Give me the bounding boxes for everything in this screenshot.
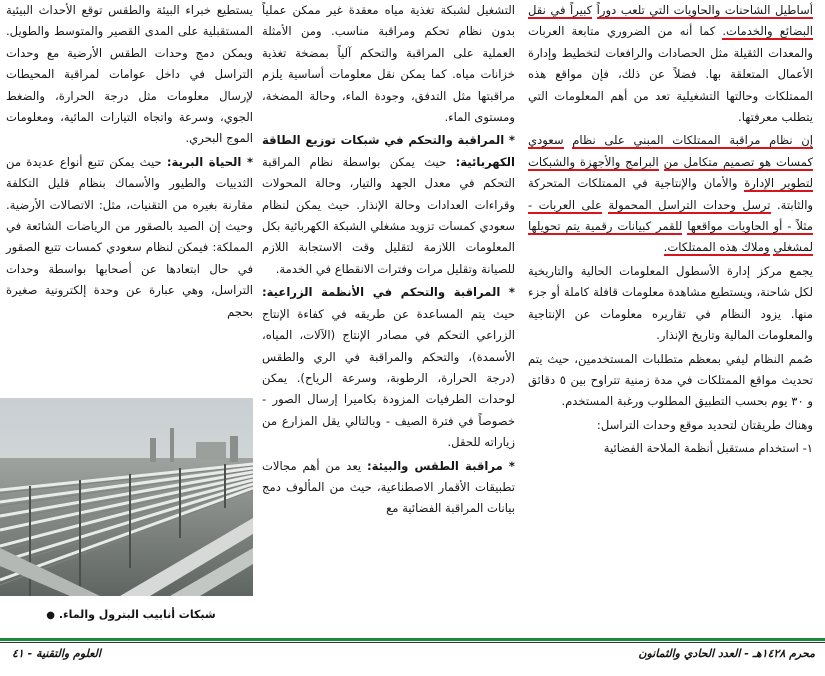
highlight-line: سعودي كمسات هو تصميم متكامل من [528, 133, 813, 169]
text-column-middle [262, 0, 515, 522]
bullet-icon: ● [46, 610, 56, 621]
paragraph-3: يجمع مركز إدارة الأسطول المعلومات الحالية والتاريخية لكل شاحنة، ويستطيع مشاهدة معلومات قافلة كاملة أو جزء منها. يزود النظام في تقاريره معلومات عن الإنتاجية والمعلومات المالية وتاريخ الإنذار. [528, 263, 813, 343]
section-heading: * مراقبة الطقس والبيئة: [366, 458, 515, 473]
section-heading: * المراقبة والتحكم في شبكات توزيع الطاقة الكهربائية: [262, 133, 516, 169]
paragraph-text: كما أنه من الضروري متابعة العربات والمعدات الثقيلة مثل الحصادات والرافعات لتخطيط وإدارة الأعمال المتعلقة بها. فضلاً عن ذلك، فإن مواقع هذه الممتلكات وحالتها التشغيلية تعد من أهم المعلومات التي يتطلب معرفتها. [528, 24, 813, 125]
paragraph-text: يعد من أهم مجالات تطبيقات الأقمار الاصطناعية، حيث من المألوف دمج بيانات المراقبة الفضائية مع [262, 458, 515, 516]
paragraph-6: ١- استخدام مستقبل أنظمة الملاحة الفضائية [603, 441, 813, 456]
footer-rule-thin [0, 642, 825, 643]
section-heading: * الحياة البرية: [166, 154, 254, 169]
text-column-left [6, 0, 253, 325]
highlight-line: إن نظام مراقبة الممتلكات المبني على نظام [572, 133, 813, 148]
paragraph-5: وهناك طريقتان لتحديد موقع وحدات التراسل: [596, 417, 813, 432]
section-weather [262, 456, 515, 520]
paragraph-2 [528, 130, 813, 258]
text-column-right [528, 0, 813, 462]
pipeline-illustration [0, 398, 253, 596]
highlight-line: كبيراً في نقل البضائع والخدمات. [528, 3, 813, 39]
section-wildlife [6, 152, 253, 323]
paragraph-1 [528, 0, 813, 128]
paragraph-1: يستطيع خبراء البيئة والطقس توقع الأحداث البيئية المستقبلية على المدى القصير والمتوسط والطويل. ويمكن دمج وحدات الطقس الأرضية مع وحدات التراسل في داخل عوامات لمراقبة المحيطات لإرسال معلومات مثل درجة الحرارة، والضغط الجوي، وسرعة واتجاه التيارات المائية، ومعلومات الموج البحري. [6, 3, 253, 146]
section-heading: * المراقبة والتحكم في الأنظمة الزراعية: [262, 285, 515, 300]
paragraph-4: صُمم النظام ليفي بمعظم متطلبات المستخدمين، حيث يتم تحديث مواقع الممتلكات في مدة زمنية تتراوح بين ٥ دقائق و ٣٠ يوم بحسب التطبيق المطلوب ورغبة المستخدم. [528, 351, 813, 409]
page-number: العلوم والتقنية - ٤١ [12, 647, 101, 660]
issue-info: محرم ١٤٢٨هـ - العدد الحادي والثمانون [638, 647, 815, 660]
highlight-line: ترسل وحدات التراسل المحمولة [608, 197, 771, 212]
paragraph-text: حيث يتم المساعدة عن طريقه في كفاءة الإنتاج الزراعي التحكم في مصادر الإنتاج (الآلات، المياه، الأسمدة)، والتحكم والمراقبة في الري والطقس (درجة الحرارة، الرطوبة، وسرعة الرياح). يمكن لوحدات الطرفيات المزودة بكاميرا إرسال الصور - خصوصاً في فترة الصيف - وبالتالي يقل المزارع من زياراته للحقل. [262, 306, 515, 450]
pipeline-photo [0, 398, 253, 596]
paragraph-text: حيث يمكن تتبع أنواع عديدة من الثدييات والطيور والأسماك بنظام قليل التكلفة مقارنة بغيره من التقنيات، مثل: الاتصالات الأرضية. وحيث إن الصيد بالصقور من الرياضات الشائعة في المملكة: فيمكن لنظام سعودي كمسات تتبع الصقور في حال ابتعادها عن أصحابها بواسطة وحدات التراسل، وهي عبارة عن وحدة إلكترونية صغيرة بحجم [6, 154, 253, 319]
photo-caption [6, 608, 253, 621]
paragraph-text: والأمان والإنتاجية في الممتلكات المتحركة والثابتة. [528, 176, 814, 212]
highlight-line: على العربات - مثلاً - أو الحاويات مواقعها [528, 197, 814, 234]
paragraph-text: حيث يمكن بواسطة نظام المراقبة التحكم في معدل الجهد والتيار، وحالة المحولات وقراءات العدادات وحالة الإنذار. حيث يمكن لنظام سعودي كمسات تزويد مشغلي الشبكة الكهربائية بكل المعلومات اللازمة لتقليل وقت الاستجابة اللازم للصيانة وتقليل مرات وفترات الانقطاع في الخدمة. [262, 154, 515, 276]
highlight-line: أساطيل الشاحنات والحاويات التي تلعب دوراً [596, 3, 813, 17]
footer-rule [0, 638, 825, 641]
paragraph-1: التشغيل لشبكة تغذية مياه معقدة غير ممكن عملياً بدون نظام تحكم ومراقبة مناسب. ومن الأمثلة العملية على المراقبة والتحكم آلياً بمضخة تغذية خزانات مياه. كما يمكن نقل معلومات أساسية يلزم مراقبتها مثل التدفق، وجودة الماء، وحالة المضخة، ومستوى الماء. [262, 3, 515, 125]
section-electric [262, 130, 515, 280]
highlight-line: للقمر كبيانات رقمية يتم تحويلها لمشغلي [528, 219, 813, 255]
section-agriculture [262, 282, 515, 453]
caption-text: شبكات أنابيب البترول والماء. [58, 608, 216, 621]
highlight-line: البرامج والأجهزة والشبكات لتطوير الإدارة [528, 154, 814, 191]
highlight-line: وملاك هذه الممتلكات. [663, 240, 770, 255]
